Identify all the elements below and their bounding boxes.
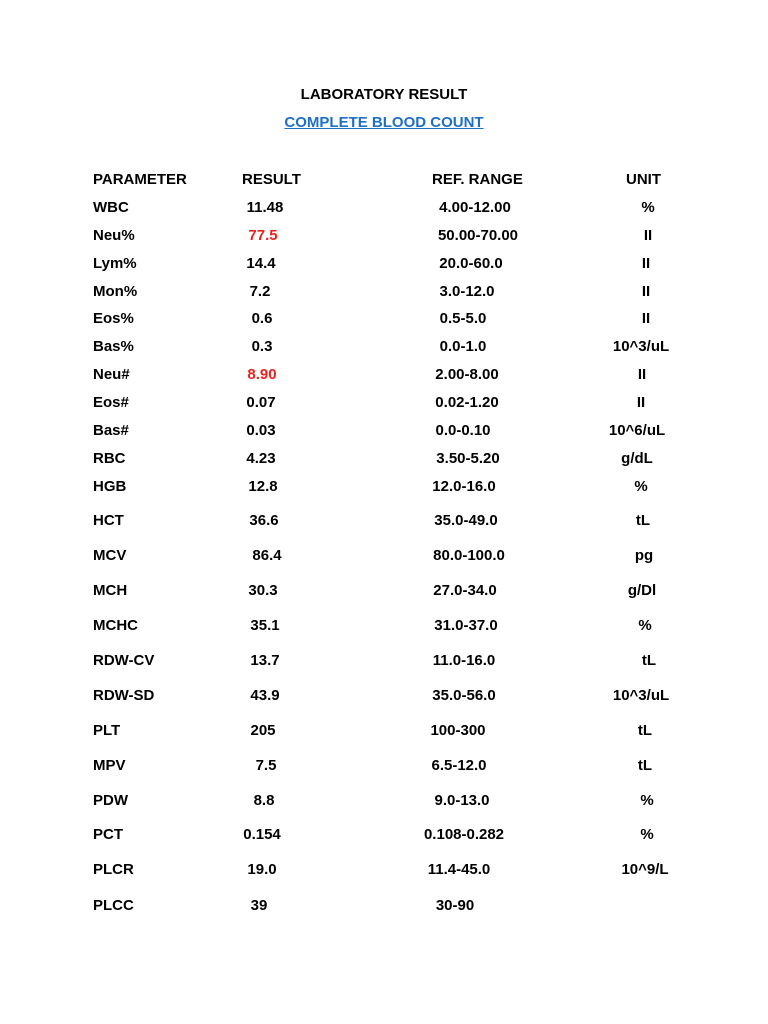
table-row	[0, 421, 768, 441]
header-parameter: PARAMETER	[93, 171, 187, 188]
ref-range-cell: 12.0-16.0	[432, 478, 496, 495]
ref-range-cell: 3.50-5.20	[436, 450, 500, 467]
result-cell: 0.154	[243, 826, 281, 843]
report-title: LABORATORY RESULT	[300, 86, 468, 103]
result-cell: 86.4	[252, 547, 282, 564]
table-row	[0, 616, 768, 636]
result-cell: 8.8	[253, 792, 275, 809]
header-unit: UNIT	[626, 171, 661, 188]
unit-cell: %	[638, 617, 652, 634]
unit-cell: II	[641, 283, 651, 300]
table-row	[0, 756, 768, 776]
header-result: RESULT	[242, 171, 301, 188]
parameter-cell: MPV	[93, 757, 126, 774]
table-row	[0, 721, 768, 741]
parameter-cell: PLCC	[93, 897, 134, 914]
parameter-cell: Neu#	[93, 366, 130, 383]
table-row	[0, 511, 768, 531]
unit-cell: II	[641, 255, 651, 272]
table-row	[0, 282, 768, 302]
parameter-cell: HCT	[93, 512, 124, 529]
ref-range-cell: 0.02-1.20	[435, 394, 499, 411]
ref-range-cell: 31.0-37.0	[434, 617, 498, 634]
table-header	[0, 170, 768, 190]
parameter-cell: WBC	[93, 199, 129, 216]
table-row	[0, 860, 768, 880]
table-row	[0, 226, 768, 246]
parameter-cell: RDW-SD	[93, 687, 155, 704]
ref-range-cell: 9.0-13.0	[434, 792, 490, 809]
ref-range-cell: 100-300	[430, 722, 486, 739]
table-row	[0, 254, 768, 274]
result-cell: 14.4	[246, 255, 276, 272]
parameter-cell: PLCR	[93, 861, 134, 878]
ref-range-cell: 20.0-60.0	[439, 255, 503, 272]
parameter-cell: PLT	[93, 722, 121, 739]
result-cell: 205	[250, 722, 276, 739]
unit-cell: tL	[641, 652, 657, 669]
parameter-cell: Bas%	[93, 338, 134, 355]
unit-cell: g/dL	[621, 450, 653, 467]
unit-cell: 10^9/L	[621, 861, 669, 878]
table-row	[0, 337, 768, 357]
table-row	[0, 449, 768, 469]
unit-cell: tL	[635, 512, 651, 529]
parameter-cell: PCT	[93, 826, 123, 843]
table-row	[0, 393, 768, 413]
unit-cell: II	[636, 394, 646, 411]
table-row	[0, 198, 768, 218]
result-cell: 0.3	[251, 338, 273, 355]
result-cell: 8.90	[247, 366, 277, 383]
table-row	[0, 825, 768, 845]
ref-range-cell: 0.0-1.0	[439, 338, 487, 355]
parameter-cell: MCH	[93, 582, 128, 599]
parameter-cell: RBC	[93, 450, 126, 467]
unit-cell: 10^3/uL	[612, 338, 670, 355]
unit-cell: pg	[634, 547, 654, 564]
parameter-cell: HGB	[93, 478, 127, 495]
ref-range-cell: 35.0-56.0	[432, 687, 496, 704]
result-cell: 19.0	[247, 861, 277, 878]
ref-range-cell: 0.108-0.282	[423, 826, 505, 843]
result-cell: 7.5	[255, 757, 277, 774]
ref-range-cell: 11.4-45.0	[427, 861, 491, 878]
table-row	[0, 309, 768, 329]
result-cell: 43.9	[250, 687, 280, 704]
unit-cell: II	[643, 227, 653, 244]
result-cell: 39	[250, 897, 268, 914]
parameter-cell: MCV	[93, 547, 127, 564]
result-cell: 12.8	[248, 478, 278, 495]
table-row	[0, 365, 768, 385]
result-cell: 30.3	[248, 582, 278, 599]
unit-cell: %	[641, 199, 655, 216]
result-cell: 7.2	[249, 283, 271, 300]
table-row	[0, 546, 768, 566]
ref-range-cell: 11.0-16.0	[432, 652, 496, 669]
ref-range-cell: 3.0-12.0	[439, 283, 495, 300]
table-row	[0, 581, 768, 601]
table-row	[0, 477, 768, 497]
header-ref-range: REF. RANGE	[432, 171, 523, 188]
ref-range-cell: 2.00-8.00	[435, 366, 499, 383]
unit-cell: II	[637, 366, 647, 383]
unit-cell: tL	[637, 722, 653, 739]
parameter-cell: RDW-CV	[93, 652, 155, 669]
parameter-cell: Eos%	[93, 310, 134, 327]
table-row	[0, 686, 768, 706]
result-cell: 4.23	[246, 450, 276, 467]
result-cell: 11.48	[246, 199, 284, 216]
ref-range-cell: 50.00-70.00	[437, 227, 519, 244]
unit-cell: II	[641, 310, 651, 327]
unit-cell: %	[640, 792, 654, 809]
parameter-cell: Bas#	[93, 422, 129, 439]
result-cell: 36.6	[249, 512, 279, 529]
unit-cell: tL	[637, 757, 653, 774]
ref-range-cell: 35.0-49.0	[434, 512, 498, 529]
result-cell: 77.5	[248, 227, 278, 244]
ref-range-cell: 80.0-100.0	[433, 547, 505, 564]
ref-range-cell: 0.5-5.0	[439, 310, 487, 327]
parameter-cell: Mon%	[93, 283, 138, 300]
ref-range-cell: 27.0-34.0	[433, 582, 497, 599]
result-cell: 35.1	[250, 617, 280, 634]
unit-cell: %	[640, 826, 654, 843]
unit-cell: 10^6/uL	[608, 422, 666, 439]
unit-cell: g/Dl	[627, 582, 657, 599]
parameter-cell: Lym%	[93, 255, 137, 272]
result-cell: 13.7	[250, 652, 280, 669]
parameter-cell: PDW	[93, 792, 128, 809]
ref-range-cell: 4.00-12.00	[439, 199, 511, 216]
report-subtitle[interactable]: COMPLETE BLOOD COUNT	[284, 114, 484, 131]
ref-range-cell: 6.5-12.0	[431, 757, 487, 774]
parameter-cell: MCHC	[93, 617, 138, 634]
result-cell: 0.07	[246, 394, 276, 411]
ref-range-cell: 0.0-0.10	[435, 422, 491, 439]
table-row	[0, 791, 768, 811]
parameter-cell: Neu%	[93, 227, 135, 244]
table-row	[0, 896, 768, 916]
ref-range-cell: 30-90	[435, 897, 475, 914]
result-cell: 0.6	[251, 310, 273, 327]
result-cell: 0.03	[246, 422, 276, 439]
parameter-cell: Eos#	[93, 394, 129, 411]
unit-cell: %	[634, 478, 648, 495]
table-row	[0, 651, 768, 671]
unit-cell: 10^3/uL	[612, 687, 670, 704]
